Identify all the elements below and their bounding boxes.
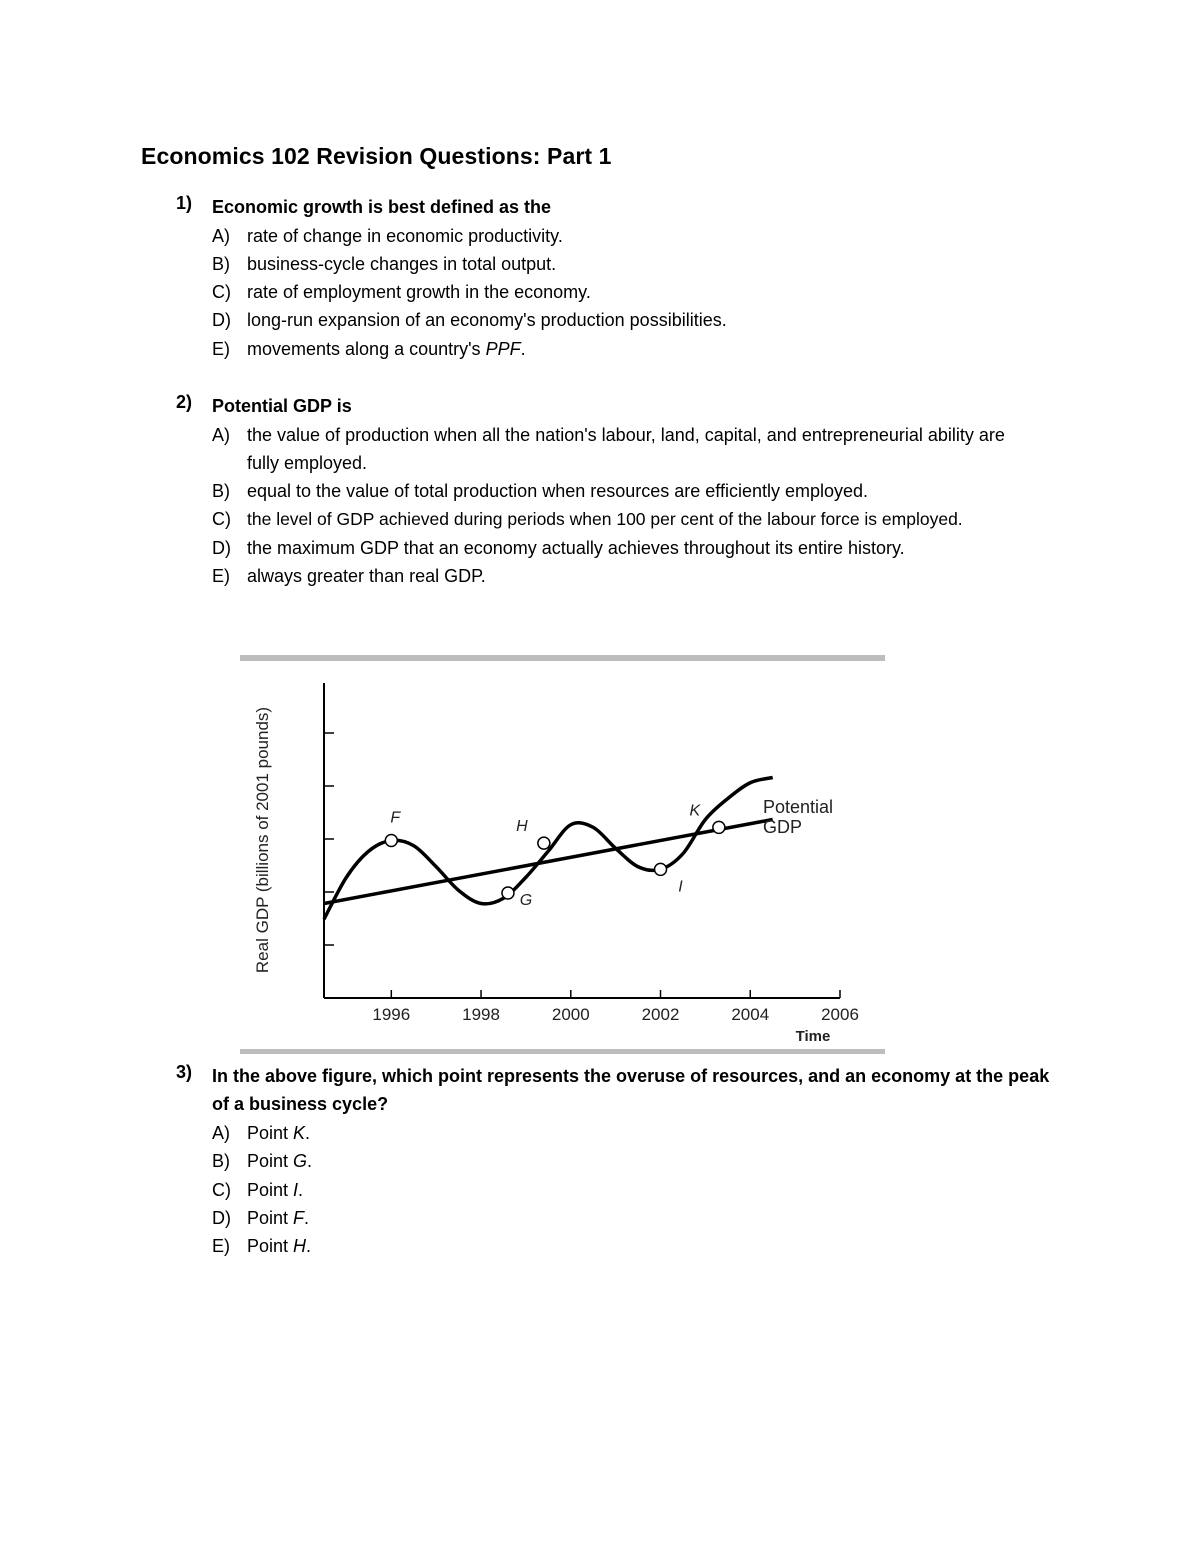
option-text: rate of change in economic productivity. xyxy=(247,226,563,246)
x-tick-label: 2004 xyxy=(731,1005,770,1024)
x-ticks xyxy=(372,990,859,1024)
question-1 xyxy=(176,193,1076,221)
x-tick-label: 1998 xyxy=(462,1005,500,1024)
option-text: Point G. xyxy=(247,1151,313,1171)
series-layer xyxy=(324,778,773,920)
point-k-marker xyxy=(713,821,725,833)
points-layer xyxy=(385,802,725,909)
point-f-label: F xyxy=(390,809,401,827)
option-letter: B) xyxy=(212,481,230,501)
x-tick-label: 2006 xyxy=(821,1005,859,1024)
option-letter: E) xyxy=(212,339,230,359)
gdp-chart xyxy=(240,655,890,1055)
question-number: 3) xyxy=(176,1062,193,1082)
question-prompt: Economic growth is best defined as the xyxy=(212,197,552,217)
option-text: Point F. xyxy=(247,1208,310,1228)
question-number: 1) xyxy=(176,193,193,213)
point-k-label: K xyxy=(689,802,701,820)
option-text: the value of production when all the nation's labour, land, capital, and entrepreneurial ability are fully employed. xyxy=(247,425,1005,473)
gdp-figure xyxy=(240,655,890,1055)
option-text: business-cycle changes in total output. xyxy=(247,254,557,274)
option-letter: D) xyxy=(212,1208,231,1228)
x-tick-label: 2000 xyxy=(551,1005,590,1024)
option-letter: E) xyxy=(212,1236,230,1256)
option-letter: D) xyxy=(212,310,231,330)
page-title: Economics 102 Revision Questions: Part 1 xyxy=(141,143,612,169)
option-letter: B) xyxy=(212,254,230,274)
x-tick-label: 2002 xyxy=(641,1005,680,1024)
x-axis-label: Time xyxy=(795,1028,831,1045)
question-prompt: Potential GDP is xyxy=(212,396,352,416)
option-letter: A) xyxy=(212,226,230,246)
option-letter: A) xyxy=(212,1123,230,1143)
option-text: Point H. xyxy=(247,1236,312,1256)
option-text: rate of employment growth in the economy. xyxy=(247,282,591,302)
option-text: always greater than real GDP. xyxy=(247,566,486,586)
option-letter: E) xyxy=(212,566,230,586)
question-2 xyxy=(176,392,1076,420)
point-g-marker xyxy=(502,887,514,899)
potential-gdp-label-line2: GDP xyxy=(763,817,803,837)
point-f-marker xyxy=(385,835,397,847)
option-letter: D) xyxy=(212,538,231,558)
figure-top-rule xyxy=(240,655,885,661)
option-text: the maximum GDP that an economy actually achieves throughout its entire history. xyxy=(247,538,905,558)
question-number: 2) xyxy=(176,392,193,412)
point-h-marker xyxy=(538,837,550,849)
figure-bottom-rule xyxy=(240,1049,885,1054)
option-text: equal to the value of total production when resources are efficiently employed. xyxy=(247,481,869,501)
y-axis-label: Real GDP (billions of 2001 pounds) xyxy=(253,706,272,974)
option-text: long-run expansion of an economy's production possibilities. xyxy=(247,310,727,330)
option-text: Point I. xyxy=(247,1180,304,1200)
potential-gdp-line xyxy=(324,820,773,904)
question-prompt: In the above figure, which point represents the overuse of resources, and an economy at the peak of a business cycle? xyxy=(212,1066,1050,1114)
option-text: Point K. xyxy=(247,1123,311,1143)
point-g-label: G xyxy=(519,892,533,909)
point-h-label: H xyxy=(516,818,528,836)
x-tick-label: 1996 xyxy=(372,1005,411,1024)
real-gdp-curve xyxy=(324,778,773,920)
question-3 xyxy=(176,1062,1076,1118)
point-i-label: I xyxy=(678,878,683,896)
option-text: the level of GDP achieved during periods when 100 per cent of the labour force is employed. xyxy=(247,509,963,529)
potential-gdp-label-line1: Potential xyxy=(763,797,834,817)
option-text: movements along a country's PPF. xyxy=(247,339,526,359)
option-letter: C) xyxy=(212,282,231,302)
point-i-marker xyxy=(655,863,667,875)
option-letter: B) xyxy=(212,1151,230,1171)
option-letter: C) xyxy=(212,509,231,529)
option-letter: A) xyxy=(212,425,230,445)
option-letter: C) xyxy=(212,1180,231,1200)
